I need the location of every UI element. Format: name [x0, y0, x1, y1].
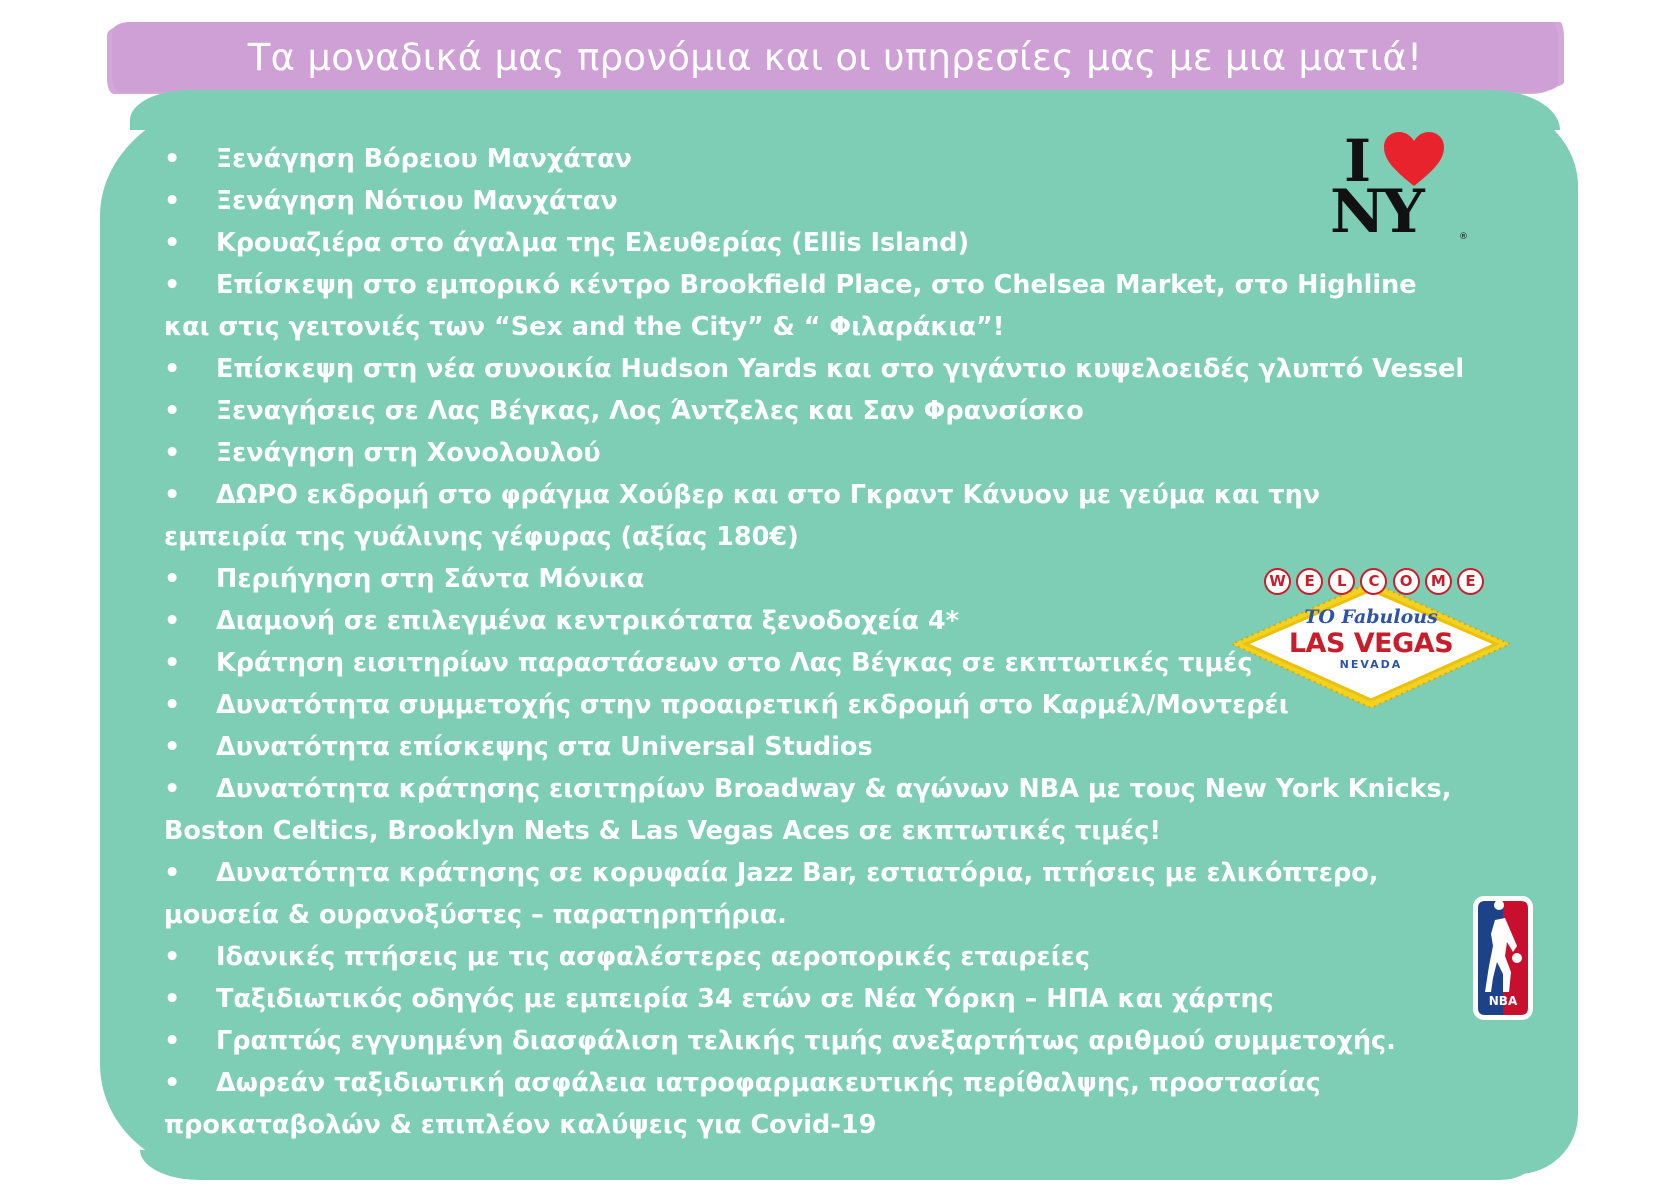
bullet: •	[164, 1026, 181, 1056]
bullet: •	[164, 942, 181, 972]
feature-text: Ξενάγηση στη Χονολουλού	[216, 438, 601, 468]
feature-item	[164, 1020, 1524, 1062]
feature-text: Δυνατότητα κράτησης εισιτηρίων Broadway & αγώνων NBA με τους New York Knicks, Boston Celtics, Brooklyn Nets & Las Vegas Aces σε εκπτωτικές τιμές!	[164, 774, 1452, 846]
bullet: •	[164, 438, 181, 468]
feature-item	[164, 180, 1524, 222]
feature-text: Ξεναγήσεις σε Λας Βέγκας, Λος Άντζελες και Σαν Φρανσίσκο	[216, 396, 1084, 426]
feature-text: Ξενάγηση Νότιου Μανχάταν	[216, 186, 618, 216]
feature-item	[164, 348, 1524, 390]
i-love-ny-logo	[1330, 128, 1470, 246]
feature-item	[164, 726, 1524, 768]
bullet: •	[164, 144, 181, 174]
feature-text: Επίσκεψη στη νέα συνοικία Hudson Yards και στο γιγάντιο κυψελοειδές γλυπτό Vessel	[216, 354, 1465, 384]
feature-text: Επίσκεψη στο εμπορικό κέντρο Brookfield Place, στο Chelsea Market, στο Highline και στις γειτονιές των “Sex and the City” & “ Φιλαράκια”!	[164, 270, 1417, 342]
registered-mark: ®	[1459, 232, 1468, 242]
feature-text: Γραπτώς εγγυημένη διασφάλιση τελικής τιμής ανεξαρτήτως αριθμού συμμετοχής.	[216, 1026, 1396, 1056]
bullet: •	[164, 396, 181, 426]
vegas-main-text: LAS VEGAS	[1288, 628, 1454, 659]
feature-text: Κρουαζιέρα στο άγαλμα της Ελευθερίας (Ellis Island)	[216, 228, 970, 258]
bullet: •	[164, 648, 181, 678]
welcome-letter: E	[1457, 568, 1484, 595]
feature-text: Κράτηση εισιτηρίων παραστάσεων στο Λας Βέγκας σε εκπτωτικές τιμές	[216, 648, 1253, 678]
welcome-letter: L	[1328, 568, 1355, 595]
welcome-letter: E	[1296, 568, 1323, 595]
feature-text: Περιήγηση στη Σάντα Μόνικα	[216, 564, 645, 594]
feature-text: Δυνατότητα συμμετοχής στην προαιρετική εκδρομή στο Καρμέλ/Μοντερέι	[216, 690, 1289, 720]
bullet: •	[164, 480, 181, 510]
las-vegas-sign-logo	[1230, 564, 1512, 714]
feature-item	[164, 474, 1444, 558]
feature-item	[164, 768, 1464, 852]
feature-item	[164, 390, 1524, 432]
feature-item	[164, 852, 1434, 936]
vegas-to-fabulous: TO Fabulous	[1304, 606, 1438, 628]
welcome-letter: O	[1393, 568, 1420, 595]
bullet: •	[164, 228, 181, 258]
feature-item	[164, 264, 1454, 348]
bullet: •	[164, 606, 181, 636]
bullet: •	[164, 690, 181, 720]
welcome-letter: C	[1360, 568, 1387, 595]
panel-edge-bottom	[140, 1150, 1540, 1180]
page-title: Τα μοναδικά μας προνόμια και οι υπηρεσίες μας με μια ματιά!	[247, 35, 1423, 79]
bullet: •	[164, 984, 181, 1014]
feature-item	[164, 1062, 1504, 1146]
welcome-letters	[1264, 568, 1484, 595]
feature-item	[164, 222, 1524, 264]
bullet: •	[164, 186, 181, 216]
feature-text: Δυνατότητα κράτησης σε κορυφαία Jazz Bar, εστιατόρια, πτήσεις με ελικόπτερο, μουσεία & ουρανοξύστες – παρατηρητήρια.	[164, 858, 1379, 930]
feature-text: Ιδανικές πτήσεις με τις ασφαλέστερες αεροπορικές εταιρείες	[216, 942, 1090, 972]
feature-item	[164, 936, 1524, 978]
bullet: •	[164, 732, 181, 762]
bullet: •	[164, 270, 181, 300]
feature-text: Δωρεάν ταξιδιωτική ασφάλεια ιατροφαρμακευτικής περίθαλψης, προστασίας προκαταβολών & επιπλέον καλύψεις για Covid-19	[164, 1068, 1321, 1140]
vegas-sub-text: NEVADA	[1339, 658, 1403, 671]
welcome-letter: M	[1425, 568, 1452, 595]
feature-text: Ταξιδιωτικός οδηγός με εμπειρία 34 ετών σε Νέα Υόρκη – ΗΠΑ και χάρτης	[216, 984, 1274, 1014]
welcome-letter: W	[1264, 568, 1291, 595]
feature-text: Δυνατότητα επίσκεψης στα Universal Studios	[216, 732, 873, 762]
nba-logo-text: NBA	[1488, 994, 1518, 1008]
bullet: •	[164, 774, 181, 804]
feature-text: Ξενάγηση Βόρειου Μανχάταν	[216, 144, 632, 174]
ny-logo-i: I	[1344, 127, 1372, 195]
bullet: •	[164, 564, 181, 594]
feature-text: ΔΩΡΟ εκδρομή στο φράγμα Χούβερ και στο Γκραντ Κάνυον με γεύμα και την εμπειρία της γυάλινης γέφυρας (αξίας 180€)	[164, 480, 1321, 552]
ny-logo-ny: NY	[1330, 177, 1422, 247]
feature-text: Διαμονή σε επιλεγμένα κεντρικότατα ξενοδοχεία 4*	[216, 606, 960, 636]
bullet: •	[164, 1068, 181, 1098]
nba-logo	[1473, 896, 1533, 1020]
bullet: •	[164, 858, 181, 888]
feature-item	[164, 138, 1524, 180]
feature-item	[164, 432, 1524, 474]
title-banner	[112, 22, 1558, 92]
feature-item	[164, 978, 1524, 1020]
bullet: •	[164, 354, 181, 384]
